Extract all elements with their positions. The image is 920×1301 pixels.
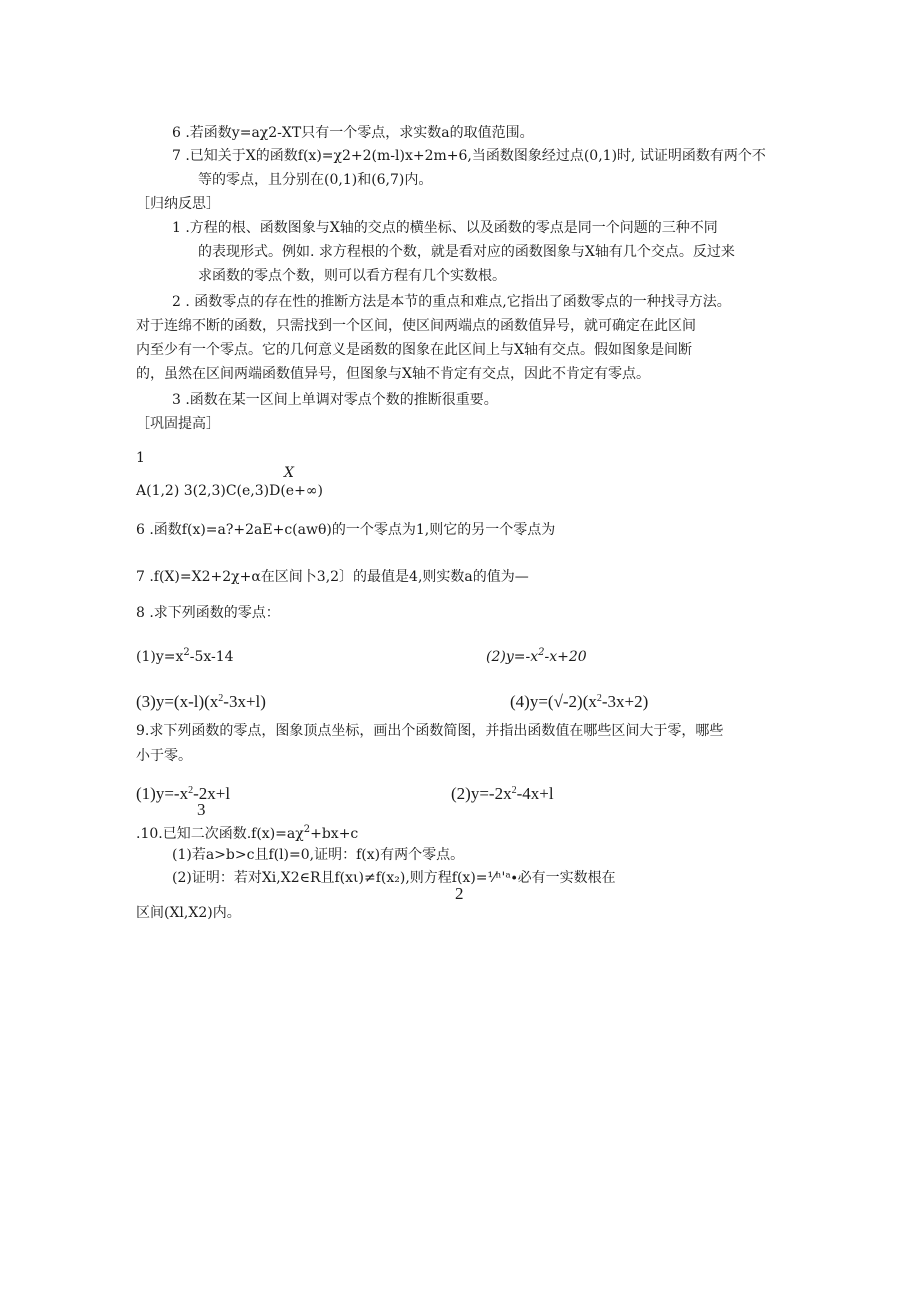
question-9-part1-subscript: 3 [197, 800, 206, 819]
item-6: 6 .若函数y=aχ2-XT只有一个零点，求实数a的取值范围。 [172, 125, 534, 141]
question-8-part3: $(3)y=(x-l)(x^2-3x+l)$ [136, 692, 266, 711]
question-10: .10.已知二次函数$.f(x)=a\chi^2+bx+c$ [136, 824, 359, 842]
question-8-part1: $(1)y=x^2-5x-14$ [136, 647, 234, 665]
item-7-line2: 等的零点，且分别在(0,1)和(6,7)内。 [198, 172, 433, 188]
reflection-heading: ［归纳反思］ [136, 196, 220, 212]
question-1-number: 1 [136, 450, 145, 466]
reflection-p3: 3 .函数在某一区间上单调对零点个数的推断很重要。 [172, 392, 498, 408]
reflection-p2-line1: 2 . 函数零点的存在性的推断方法是本节的重点和难点,它指出了函数零点的一种找寻方法。 [172, 294, 731, 310]
reflection-p2-line4: 的，虽然在区间两端函数值异号，但图象与X轴不肯定有交点，因此不肯定有零点。 [136, 366, 650, 382]
reflection-p1-line1: 1 .方程的根、函数图象与X轴的交点的横坐标、以及函数的零点是同一个问题的三种不同 [172, 220, 718, 236]
reflection-p1-line3: 求函数的零点个数，则可以看方程有几个实数根。 [198, 268, 506, 284]
question-9-line1: 9.求下列函数的零点，图象顶点坐标，画出个函数简图，并指出函数值在哪些区间大于零，哪些 [136, 723, 724, 739]
question-6: 6 .函数f(x)=a?+2aE+c(awθ)的一个零点为1,则它的另一个零点为 [136, 522, 556, 538]
consolidate-heading: ［巩固提高］ [136, 416, 220, 432]
reflection-p2-line3: 内至少有一个零点。它的几何意义是函数的图象在此区间上与X轴有交点。假如图象是间断 [136, 342, 692, 358]
reflection-p1-line2: 的表现形式。例如. 求方程根的个数，就是看对应的函数图象与X轴有几个交点。反过来 [198, 244, 735, 260]
question-10-part2: (2)证明：若对Xi,X2∈R且f(xι)≠f(x₂),则方程f(x)=⅟ʰ'ᵃ∙必有一实数根在 [172, 870, 616, 886]
question-9-part2: $(2)y=-2x^2-4x+l$ [451, 784, 554, 803]
item-7-line1: 7 .已知关于X的函数f(x)=χ2+2(m-l)x+2m+6,当函数图象经过点(0,1)时, 试证明函数有两个不 [172, 148, 766, 164]
reflection-p2-line2: 对于连绵不断的函数，只需找到一个区间，使区间两端点的函数值异号，就可确定在此区间 [136, 318, 696, 334]
question-7: 7 .f(X)=X2+2χ+α在区间卜3,2〕的最值是4,则实数a的值为— [136, 569, 529, 585]
question-10-part3: 区间(Xl,X2)内。 [136, 905, 241, 921]
question-8: 8 .求下列函数的零点： [136, 605, 280, 621]
question-1-x-label: X [284, 465, 294, 481]
question-1-options: A(1,2) 3(2,3)C(e,3)D(e+∞) [136, 483, 323, 499]
question-8-part2: $(2)y=-x^2-x+20$ [486, 647, 587, 665]
question-9-part1: $(1)y=-x^2-2x+l$ [136, 784, 231, 803]
question-8-part4: $(4)y=(√-2)(x^2-3x+2)$ [510, 692, 649, 711]
question-10-part1: (1)若a>b>c且f(l)=0,证明：f(x)有两个零点。 [172, 847, 465, 863]
question-10-part2-subscript: 2 [455, 884, 464, 903]
question-9-line2: 小于零。 [136, 748, 192, 764]
